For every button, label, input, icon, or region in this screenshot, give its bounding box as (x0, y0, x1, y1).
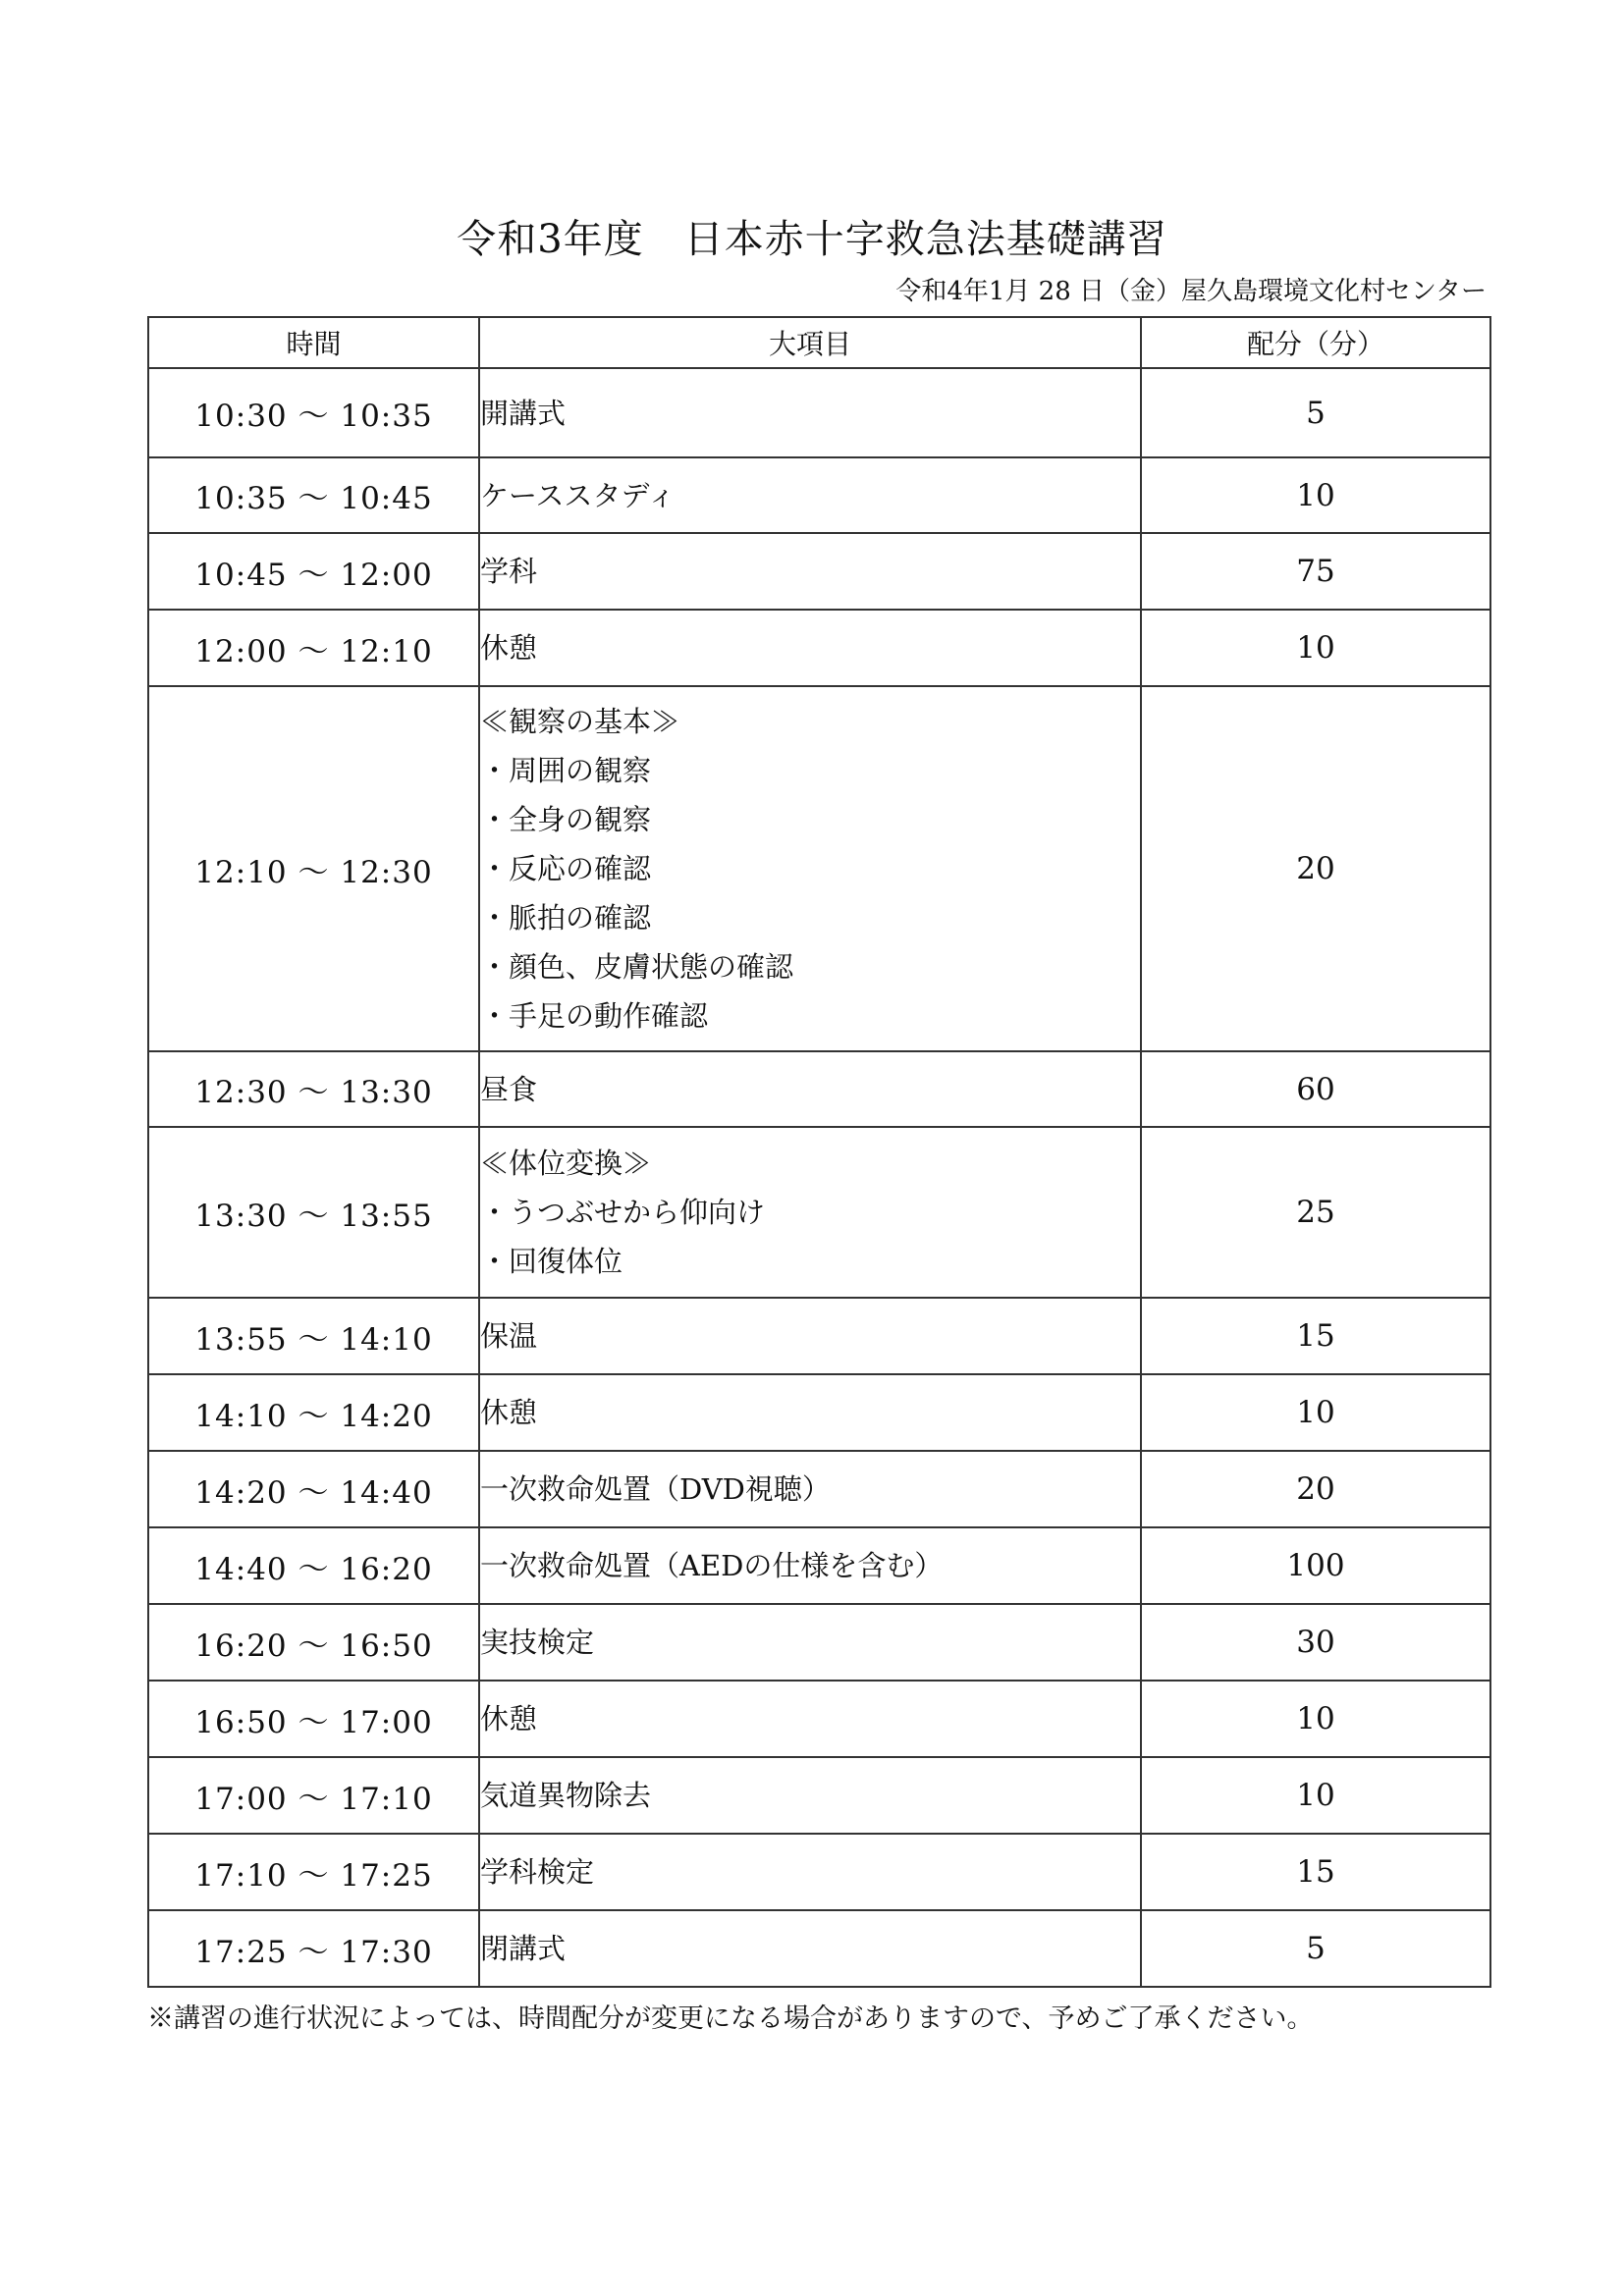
table-row (148, 1451, 1490, 1527)
time-cell: 14:40 ～ 16:20 (148, 1527, 479, 1604)
table-row (148, 1298, 1490, 1374)
time-cell: 14:20 ～ 14:40 (148, 1451, 479, 1527)
item-line: 休憩 (480, 631, 538, 665)
item-line: 保温 (480, 1319, 538, 1353)
minutes-cell: 25 (1141, 1127, 1490, 1298)
item-line: 学科検定 (480, 1855, 595, 1889)
time-cell: 13:55 ～ 14:10 (148, 1298, 479, 1374)
item-line: ・回復体位 (480, 1245, 623, 1278)
minutes-cell: 10 (1141, 457, 1490, 533)
header-time: 時間 (148, 317, 479, 368)
table-row (148, 1757, 1490, 1834)
time-cell: 13:30 ～ 13:55 (148, 1127, 479, 1298)
minutes-cell: 15 (1141, 1298, 1490, 1374)
table-row (148, 1527, 1490, 1604)
time-cell: 17:00 ～ 17:10 (148, 1757, 479, 1834)
time-cell: 16:50 ～ 17:00 (148, 1681, 479, 1757)
item-line: 休憩 (480, 1702, 538, 1735)
table-row (148, 533, 1490, 610)
minutes-cell: 75 (1141, 533, 1490, 610)
header-item: 大項目 (479, 317, 1141, 368)
date-venue: 令和4年1月 28 日（金）屋久島環境文化村センター (895, 277, 1487, 306)
item-line: ・脈拍の確認 (480, 901, 652, 934)
item-cell (479, 1604, 1141, 1681)
minutes-cell: 20 (1141, 686, 1490, 1051)
page-title: 令和3年度 日本赤十字救急法基礎講習 (457, 217, 1167, 262)
item-line: ・反応の確認 (480, 852, 652, 885)
schedule-body (148, 368, 1490, 1987)
item-line: ・顔色、皮膚状態の確認 (480, 950, 794, 984)
table-row (148, 610, 1490, 686)
item-cell (479, 1681, 1141, 1757)
item-cell (479, 1527, 1141, 1604)
item-line: ・手足の動作確認 (480, 999, 709, 1033)
header-row (148, 317, 1490, 368)
table-row (148, 1681, 1490, 1757)
item-line: ・全身の観察 (480, 803, 652, 836)
item-cell (479, 1757, 1141, 1834)
minutes-cell: 10 (1141, 1681, 1490, 1757)
item-cell (479, 610, 1141, 686)
table-row (148, 368, 1490, 457)
time-cell: 12:00 ～ 12:10 (148, 610, 479, 686)
time-cell: 10:30 ～ 10:35 (148, 368, 479, 457)
table-row (148, 1834, 1490, 1910)
item-line: ケーススタディ (480, 478, 677, 512)
item-cell (479, 368, 1141, 457)
item-cell (479, 1298, 1141, 1374)
minutes-cell: 5 (1141, 368, 1490, 457)
time-cell: 12:30 ～ 13:30 (148, 1051, 479, 1127)
time-cell: 14:10 ～ 14:20 (148, 1374, 479, 1451)
table-row (148, 1127, 1490, 1298)
footnote: ※講習の進行状況によっては、時間配分が変更になる場合がありますので、予めご了承ください。 (147, 2003, 1314, 2034)
item-line: 気道異物除去 (480, 1779, 652, 1812)
time-cell: 17:10 ～ 17:25 (148, 1834, 479, 1910)
minutes-cell: 100 (1141, 1527, 1490, 1604)
table-row (148, 1374, 1490, 1451)
minutes-cell: 10 (1141, 610, 1490, 686)
item-line: ・うつぶせから仰向け (480, 1196, 766, 1229)
item-line: 実技検定 (480, 1626, 595, 1659)
table-row (148, 457, 1490, 533)
item-line: 一次救命処置（DVD視聴） (480, 1472, 831, 1506)
item-line: 一次救命処置（AEDの仕様を含む） (480, 1549, 944, 1582)
minutes-cell: 5 (1141, 1910, 1490, 1987)
time-cell: 16:20 ～ 16:50 (148, 1604, 479, 1681)
item-line: ≪体位変換≫ (480, 1147, 652, 1180)
item-cell (479, 533, 1141, 610)
minutes-cell: 15 (1141, 1834, 1490, 1910)
item-line: ・周囲の観察 (480, 754, 652, 787)
time-cell: 10:35 ～ 10:45 (148, 457, 479, 533)
table-row (148, 1604, 1490, 1681)
item-cell (479, 1127, 1141, 1298)
time-cell: 12:10 ～ 12:30 (148, 686, 479, 1051)
item-cell (479, 1374, 1141, 1451)
item-line: 休憩 (480, 1396, 538, 1429)
item-cell (479, 1051, 1141, 1127)
time-cell: 10:45 ～ 12:00 (148, 533, 479, 610)
header-minutes: 配分（分） (1141, 317, 1490, 368)
item-line: ≪観察の基本≫ (480, 705, 680, 738)
minutes-cell: 60 (1141, 1051, 1490, 1127)
minutes-cell: 30 (1141, 1604, 1490, 1681)
item-line: 昼食 (480, 1072, 538, 1106)
item-cell (479, 457, 1141, 533)
item-line: 開講式 (480, 396, 567, 430)
table-row (148, 1051, 1490, 1127)
time-cell: 17:25 ～ 17:30 (148, 1910, 479, 1987)
minutes-cell: 10 (1141, 1374, 1490, 1451)
item-line: 学科 (480, 555, 538, 588)
item-cell (479, 1834, 1141, 1910)
item-cell (479, 686, 1141, 1051)
table-row (148, 686, 1490, 1051)
schedule-table (147, 316, 1491, 1988)
minutes-cell: 10 (1141, 1757, 1490, 1834)
item-cell (479, 1451, 1141, 1527)
minutes-cell: 20 (1141, 1451, 1490, 1527)
item-cell (479, 1910, 1141, 1987)
item-line: 閉講式 (480, 1932, 567, 1965)
table-row (148, 1910, 1490, 1987)
